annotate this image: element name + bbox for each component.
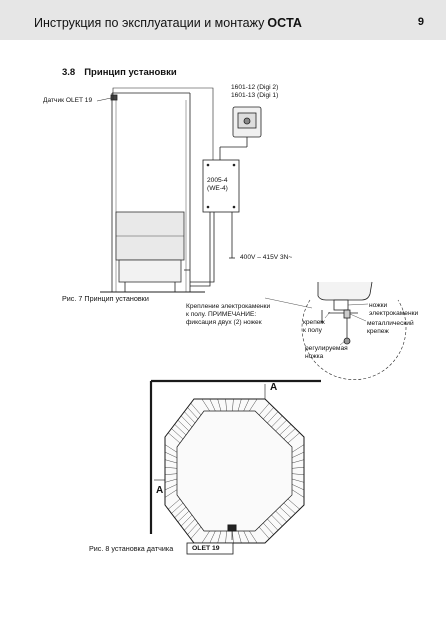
figure-7-caption-text: Принцип установки [84,294,149,303]
supply-voltage: 400V – 415V 3N~ [240,254,293,261]
control-panel-model-1: 1601-12 (Digi 2) [231,84,279,91]
mount-note-line-3: фиксация двух (2) ножек [186,319,262,326]
header-brand: OCTA [267,16,302,30]
detail-bracket-label-1: металлический [367,320,414,327]
power-unit-model-2: (WE-4) [207,185,228,192]
figure-8-caption [89,544,173,553]
page-number: 9 [417,16,424,28]
power-unit-model-1: 2005-4 [207,177,228,184]
sensor-marker [228,525,236,531]
section-number: 3.8 [62,67,76,78]
mount-note-line-1: Крепление электрокаменки [186,303,271,310]
detail-adjust-label-1: регулируемая [305,345,348,352]
detail-adjust-label-2: ножка [305,353,324,360]
sensor-tag: OLET 19 [192,545,220,552]
section-title: Принцип установки [84,67,177,78]
figure-7-caption-prefix: Рис. 7 [62,294,83,303]
distance-left-label: A [156,485,164,496]
detail-floor-mount-label-2: к полу [303,327,322,334]
detail-legs-label-1: ножки [369,302,388,309]
distance-top-label: A [270,382,278,393]
control-panel-model-2: 1601-13 (Digi 1) [231,92,279,99]
detail-bracket-label-2: крепеж [367,328,389,335]
sensor-label: Датчик OLET 19 [43,97,93,104]
header-title: Инструкция по эксплуатации и монтажу OCTA [34,16,302,30]
detail-legs-label-2: электрокаменки [369,310,419,317]
figure-8-caption-text: установка датчика [111,544,174,553]
figure-8-caption-prefix: Рис. 8 [89,544,110,553]
detail-floor-mount-label-1: крепеж [303,319,325,326]
mount-note-line-2: к полу. ПРИМЕЧАНИЕ: [186,311,257,318]
